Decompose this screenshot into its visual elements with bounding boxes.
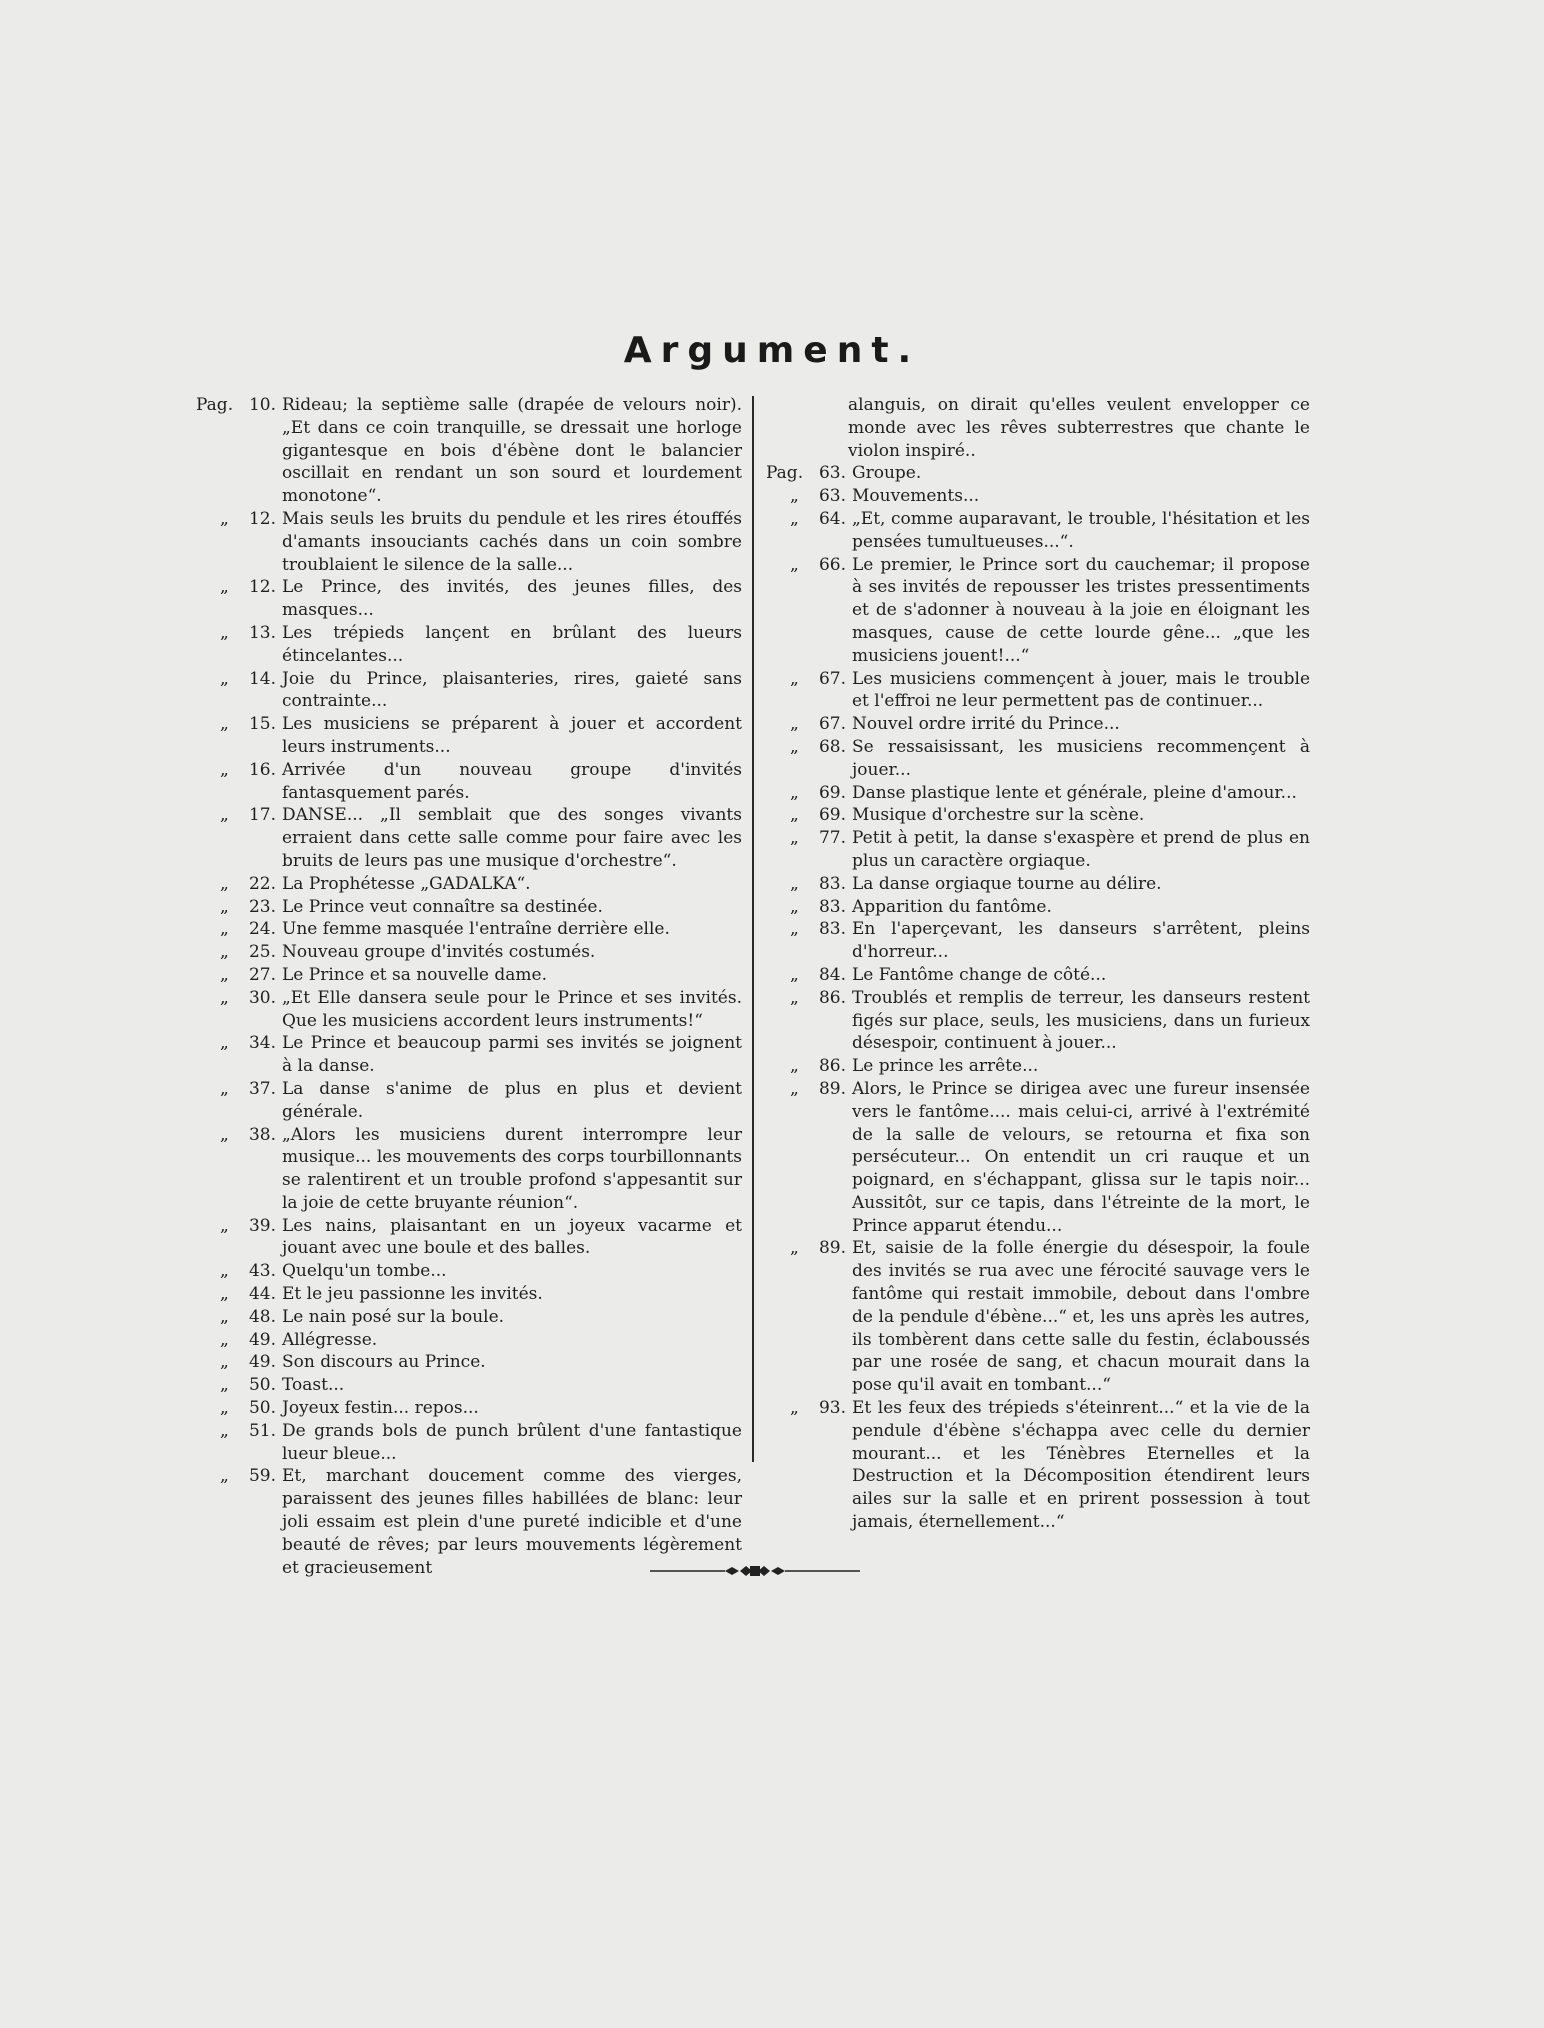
entry-page-number: 27. xyxy=(248,964,276,985)
entry-prefix: „ xyxy=(220,1078,229,1099)
argument-entry xyxy=(196,508,742,576)
entry-prefix: „ xyxy=(790,1078,799,1099)
argument-entry xyxy=(196,987,742,1033)
entry-prefix: „ xyxy=(220,1284,229,1305)
entry-page-number: 67. xyxy=(818,714,846,735)
entry-text: En l'aperçevant, les danseurs s'arrêtent, pleins d'horreur... xyxy=(852,919,1310,963)
argument-entry xyxy=(196,1420,742,1466)
entry-page-number: 86. xyxy=(818,1056,846,1077)
end-ornament xyxy=(650,1564,860,1578)
argument-entry xyxy=(766,554,1310,668)
entry-page-number: 44. xyxy=(248,1284,276,1305)
entry-page-number: 83. xyxy=(818,896,846,917)
entry-text: Et le jeu passionne les invités. xyxy=(282,1284,543,1305)
argument-entry xyxy=(196,941,742,964)
entry-page-number: 16. xyxy=(248,759,276,780)
entry-text: Petit à petit, la danse s'exaspère et prend de plus en plus un caractère orgiaque. xyxy=(852,828,1310,871)
entry-prefix: „ xyxy=(790,828,799,849)
argument-entry xyxy=(196,1078,742,1124)
entry-text: Mouvements... xyxy=(852,486,980,507)
entry-prefix: „ xyxy=(220,577,229,598)
entry-prefix: „ xyxy=(790,554,799,575)
entry-prefix: „ xyxy=(220,1306,229,1327)
argument-entry xyxy=(766,485,1310,508)
argument-entry xyxy=(196,576,742,622)
entry-page-number: 64. xyxy=(818,508,846,529)
entry-text: Et, marchant doucement comme des vierges, paraissent des jeunes filles habillées de blanc: leur joli essaim est plein d'une pureté indicible et d'une beauté de rêves; par leurs mouvements légèrement et gracieusement xyxy=(282,1466,742,1578)
argument-entry xyxy=(196,1465,742,1579)
argument-entry xyxy=(196,918,742,941)
entry-text: Troublés et remplis de terreur, les danseurs restent figés sur place, seuls, les musiciens, dans un furieux désespoir, continuent à jouer... xyxy=(852,987,1310,1054)
entry-prefix: „ xyxy=(220,622,229,643)
entry-text: Toast... xyxy=(282,1375,345,1396)
argument-entry xyxy=(766,873,1310,896)
entry-prefix: „ xyxy=(220,896,229,917)
entry-prefix: „ xyxy=(790,896,799,917)
entry-text: Joie du Prince, plaisanteries, rires, gaieté sans contrainte... xyxy=(282,668,742,712)
entry-page-number: 63. xyxy=(818,463,846,484)
argument-entry xyxy=(196,394,742,508)
entry-page-number: 24. xyxy=(248,919,276,940)
entry-page-number: 30. xyxy=(248,987,276,1008)
entry-text: Et, saisie de la folle énergie du désespoir, la foule des invités se rua avec une férocité sauvage vers le fantôme qui restait immobile, debout dans l'ombre de la pendule d'ébène...“ et, les uns après les autres, ils tombèrent dans cette salle du festin, éclaboussés par une rosée de sang, et chacun mourait dans la pose qu'il avait en tombant...“ xyxy=(852,1238,1310,1396)
entry-text: La danse orgiaque tourne au délire. xyxy=(852,873,1162,894)
right-column xyxy=(766,394,1310,1534)
entry-text: Nouveau groupe d'invités costumés. xyxy=(282,942,596,963)
entry-page-number: 38. xyxy=(248,1124,276,1145)
entry-text: DANSE... „Il semblait que des songes vivants erraient dans cette salle comme pour faire avec les bruits de leurs pas une musique d'orchestre“. xyxy=(282,805,742,871)
entry-prefix: „ xyxy=(790,782,799,803)
entry-text: „Alors les musiciens durent interrompre leur musique... les mouvements des corps tourbillonnants se ralentirent et un trouble profond s'appesantit sur la joie de cette bruyante réunion“. xyxy=(282,1124,742,1213)
entry-prefix: „ xyxy=(220,942,229,963)
argument-entry xyxy=(766,1055,1310,1078)
entry-text: Musique d'orchestre sur la scène. xyxy=(852,805,1145,826)
entry-page-number: 10. xyxy=(248,395,276,415)
entry-text: Apparition du fantôme. xyxy=(852,896,1052,917)
entry-prefix: „ xyxy=(790,1398,799,1419)
entry-prefix: Pag. xyxy=(196,395,234,415)
entry-page-number: 17. xyxy=(248,805,276,826)
entry-text: La Prophétesse „GADALKA“. xyxy=(282,873,531,894)
entry-text: Le Prince et sa nouvelle dame. xyxy=(282,964,547,985)
argument-entry xyxy=(196,622,742,668)
entry-text: „Et Elle dansera seule pour le Prince et ses invités. Que les musiciens accordent leurs instruments!“ xyxy=(282,987,742,1031)
argument-entry xyxy=(196,873,742,896)
argument-entry xyxy=(196,1351,742,1374)
entry-page-number: 77. xyxy=(818,828,846,849)
entry-text: Une femme masquée l'entraîne derrière elle. xyxy=(282,919,670,940)
entry-prefix: „ xyxy=(220,1466,229,1487)
entry-text: Les musiciens se préparent à jouer et accordent leurs instruments... xyxy=(282,714,742,757)
entry-page-number: 49. xyxy=(248,1352,276,1373)
entry-text: Son discours au Prince. xyxy=(282,1352,486,1373)
entry-page-number: 83. xyxy=(818,873,846,894)
argument-entry xyxy=(766,782,1310,805)
left-column xyxy=(196,394,742,1579)
entry-text: De grands bols de punch brûlent d'une fantastique lueur bleue... xyxy=(282,1420,742,1464)
argument-entry xyxy=(196,896,742,919)
entry-prefix: „ xyxy=(790,805,799,826)
entry-page-number: 48. xyxy=(248,1306,276,1327)
entry-prefix: „ xyxy=(220,1215,229,1236)
entry-prefix: „ xyxy=(220,1420,229,1441)
entry-text: Quelqu'un tombe... xyxy=(282,1261,447,1282)
argument-entry xyxy=(766,713,1310,736)
entry-text: Danse plastique lente et générale, pleine d'amour... xyxy=(852,782,1297,803)
entry-page-number: 59. xyxy=(248,1466,276,1487)
entry-prefix: „ xyxy=(220,1375,229,1396)
argument-entry xyxy=(766,1078,1310,1238)
entry-page-number: 43. xyxy=(248,1261,276,1282)
argument-entry xyxy=(766,918,1310,964)
entry-prefix: „ xyxy=(220,508,229,529)
argument-entry xyxy=(766,508,1310,554)
entry-text: Groupe. xyxy=(852,463,922,484)
entry-page-number: 63. xyxy=(818,486,846,507)
entry-prefix: „ xyxy=(220,1033,229,1054)
entry-page-number: 67. xyxy=(818,668,846,689)
entry-prefix: „ xyxy=(220,1124,229,1145)
entry-text: Le nain posé sur la boule. xyxy=(282,1306,505,1327)
entry-text: Allégresse. xyxy=(282,1329,378,1350)
entry-prefix: „ xyxy=(790,919,799,940)
entry-text: „Et, comme auparavant, le trouble, l'hésitation et les pensées tumultueuses...“. xyxy=(852,508,1310,552)
entry-page-number: 89. xyxy=(818,1078,846,1099)
argument-entry xyxy=(196,1374,742,1397)
entry-page-number: 34. xyxy=(248,1033,276,1054)
argument-entry xyxy=(766,736,1310,782)
entry-page-number: 37. xyxy=(248,1078,276,1099)
entry-text: Le Prince, des invités, des jeunes filles, des masques... xyxy=(282,577,742,621)
entry-prefix: „ xyxy=(790,486,799,507)
entry-prefix: „ xyxy=(220,1398,229,1419)
argument-entry xyxy=(196,1329,742,1352)
entry-page-number: 83. xyxy=(818,919,846,940)
entry-prefix: „ xyxy=(790,1238,799,1259)
entry-page-number: 86. xyxy=(818,987,846,1008)
entry-text: Se ressaisissant, les musiciens recommençent à jouer... xyxy=(852,736,1310,780)
entry-page-number: 25. xyxy=(248,942,276,963)
argument-entry xyxy=(196,964,742,987)
entry-page-number: 66. xyxy=(818,554,846,575)
entry-text: Les trépieds lançent en brûlant des lueurs étincelantes... xyxy=(282,622,742,666)
entry-page-number: 93. xyxy=(818,1398,846,1419)
entry-text: Le Fantôme change de côté... xyxy=(852,964,1107,985)
entry-prefix: „ xyxy=(790,1056,799,1077)
entry-text: Les nains, plaisantant en un joyeux vacarme et jouant avec une boule et des balles. xyxy=(282,1215,742,1259)
argument-entry xyxy=(196,1260,742,1283)
entry-prefix: Pag. xyxy=(766,463,804,484)
entry-prefix: „ xyxy=(220,668,229,689)
entry-text: Le prince les arrête... xyxy=(852,1056,1039,1077)
argument-entry xyxy=(196,713,742,759)
entry-prefix: „ xyxy=(790,987,799,1008)
entry-page-number: 89. xyxy=(818,1238,846,1259)
argument-entry xyxy=(766,462,1310,485)
argument-entry xyxy=(196,1215,742,1261)
entry-prefix: „ xyxy=(220,805,229,826)
entry-page-number: 84. xyxy=(818,964,846,985)
argument-entry xyxy=(766,804,1310,827)
entry-page-number: 15. xyxy=(248,714,276,735)
entry-page-number: 68. xyxy=(818,736,846,757)
entry-prefix: „ xyxy=(220,964,229,985)
argument-entry xyxy=(196,668,742,714)
argument-entry xyxy=(766,896,1310,919)
entry-prefix: „ xyxy=(220,987,229,1008)
argument-entry xyxy=(766,1397,1310,1534)
argument-entry xyxy=(766,827,1310,873)
argument-entry xyxy=(766,668,1310,714)
argument-entry xyxy=(766,1237,1310,1397)
entry-prefix: „ xyxy=(220,1261,229,1282)
entry-text: Le premier, le Prince sort du cauchemar; il propose à ses invités de repousser les tristes pressentiments et de s'adonner à nouveau à la joie en éloignant les masques, cause de cette lourde gêne... „que les musiciens jouent!...“ xyxy=(852,554,1310,666)
entry-page-number: 69. xyxy=(818,805,846,826)
column-divider xyxy=(752,396,754,1462)
right-entries xyxy=(766,462,1310,1533)
entry-prefix: „ xyxy=(790,714,799,735)
entry-text: Rideau; la septième salle (drapée de velours noir). „Et dans ce coin tranquille, se dressait une horloge gigantesque en bois d'ébène dont le balancier oscillait en rendant un son sourd et lourdement monotone“. xyxy=(282,395,742,507)
entry-prefix: „ xyxy=(790,964,799,985)
entry-page-number: 12. xyxy=(248,577,276,598)
entry-text: Arrivée d'un nouveau groupe d'invités fantasquement parés. xyxy=(282,759,742,803)
entry-prefix: „ xyxy=(790,668,799,689)
entry-text: La danse s'anime de plus en plus et devient générale. xyxy=(282,1078,742,1122)
entry-prefix: „ xyxy=(220,714,229,735)
argument-entry xyxy=(766,964,1310,987)
entry-page-number: 13. xyxy=(248,622,276,643)
argument-entry xyxy=(196,1306,742,1329)
entry-page-number: 51. xyxy=(248,1420,276,1441)
entry-prefix: „ xyxy=(220,919,229,940)
entry-prefix: „ xyxy=(220,873,229,894)
argument-entry xyxy=(196,1124,742,1215)
argument-entry xyxy=(196,1397,742,1420)
entry-prefix: „ xyxy=(220,1352,229,1373)
entry-text: Les musiciens commençent à jouer, mais le trouble et l'effroi ne leur permettent pas de continuer... xyxy=(852,668,1310,712)
argument-entry xyxy=(766,987,1310,1055)
entry-prefix: „ xyxy=(790,508,799,529)
argument-entry xyxy=(196,1032,742,1078)
entry-text: Le Prince et beaucoup parmi ses invités se joignent à la danse. xyxy=(282,1033,742,1077)
entry-page-number: 12. xyxy=(248,508,276,529)
entry-page-number: 23. xyxy=(248,896,276,917)
entry-page-number: 69. xyxy=(818,782,846,803)
entry-page-number: 39. xyxy=(248,1215,276,1236)
entry-prefix: „ xyxy=(220,1329,229,1350)
entry-text: Et les feux des trépieds s'éteinrent...“ et la vie de la pendule d'ébène s'échappa avec celle du dernier mourant... et les Ténèbres Eternelles et la Destruction et la Décomposition étendirent leurs ailes sur la salle et en prirent possession à tout jamais, éternellement...“ xyxy=(852,1398,1310,1533)
entry-prefix: „ xyxy=(220,759,229,780)
continuation-text: alanguis, on dirait qu'elles veulent envelopper ce monde avec les rêves subterrestres que chante le violon inspiré.. xyxy=(848,395,1310,461)
argument-entry xyxy=(196,759,742,805)
entry-page-number: 14. xyxy=(248,668,276,689)
entry-text: Mais seuls les bruits du pendule et les rires étouffés d'amants insouciants cachés dans un coin sombre troublaient le silence de la salle... xyxy=(282,508,742,575)
entry-prefix: „ xyxy=(790,736,799,757)
entry-text: Nouvel ordre irrité du Prince... xyxy=(852,714,1120,735)
argument-entry xyxy=(196,1283,742,1306)
page-title: Argument. xyxy=(623,330,921,371)
entry-text: Le Prince veut connaître sa destinée. xyxy=(282,896,603,917)
argument-entry xyxy=(196,804,742,872)
entry-page-number: 50. xyxy=(248,1398,276,1419)
entry-prefix: „ xyxy=(790,873,799,894)
entry-page-number: 49. xyxy=(248,1329,276,1350)
entry-page-number: 22. xyxy=(248,873,276,894)
entry-text: Joyeux festin... repos... xyxy=(282,1398,479,1419)
entry-text: Alors, le Prince se dirigea avec une fureur insensée vers le fantôme.... mais celui-ci, arrivé à l'extrémité de la salle de velours, se retourna et fixa son persécuteur... On entendit un cri rauque et un poignard, en s'échappant, glissa sur le tapis noir... Aussitôt, sur ce tapis, dans l'étreinte de la mort, le Prince apparut étendu... xyxy=(852,1078,1310,1236)
entry-page-number: 50. xyxy=(248,1375,276,1396)
